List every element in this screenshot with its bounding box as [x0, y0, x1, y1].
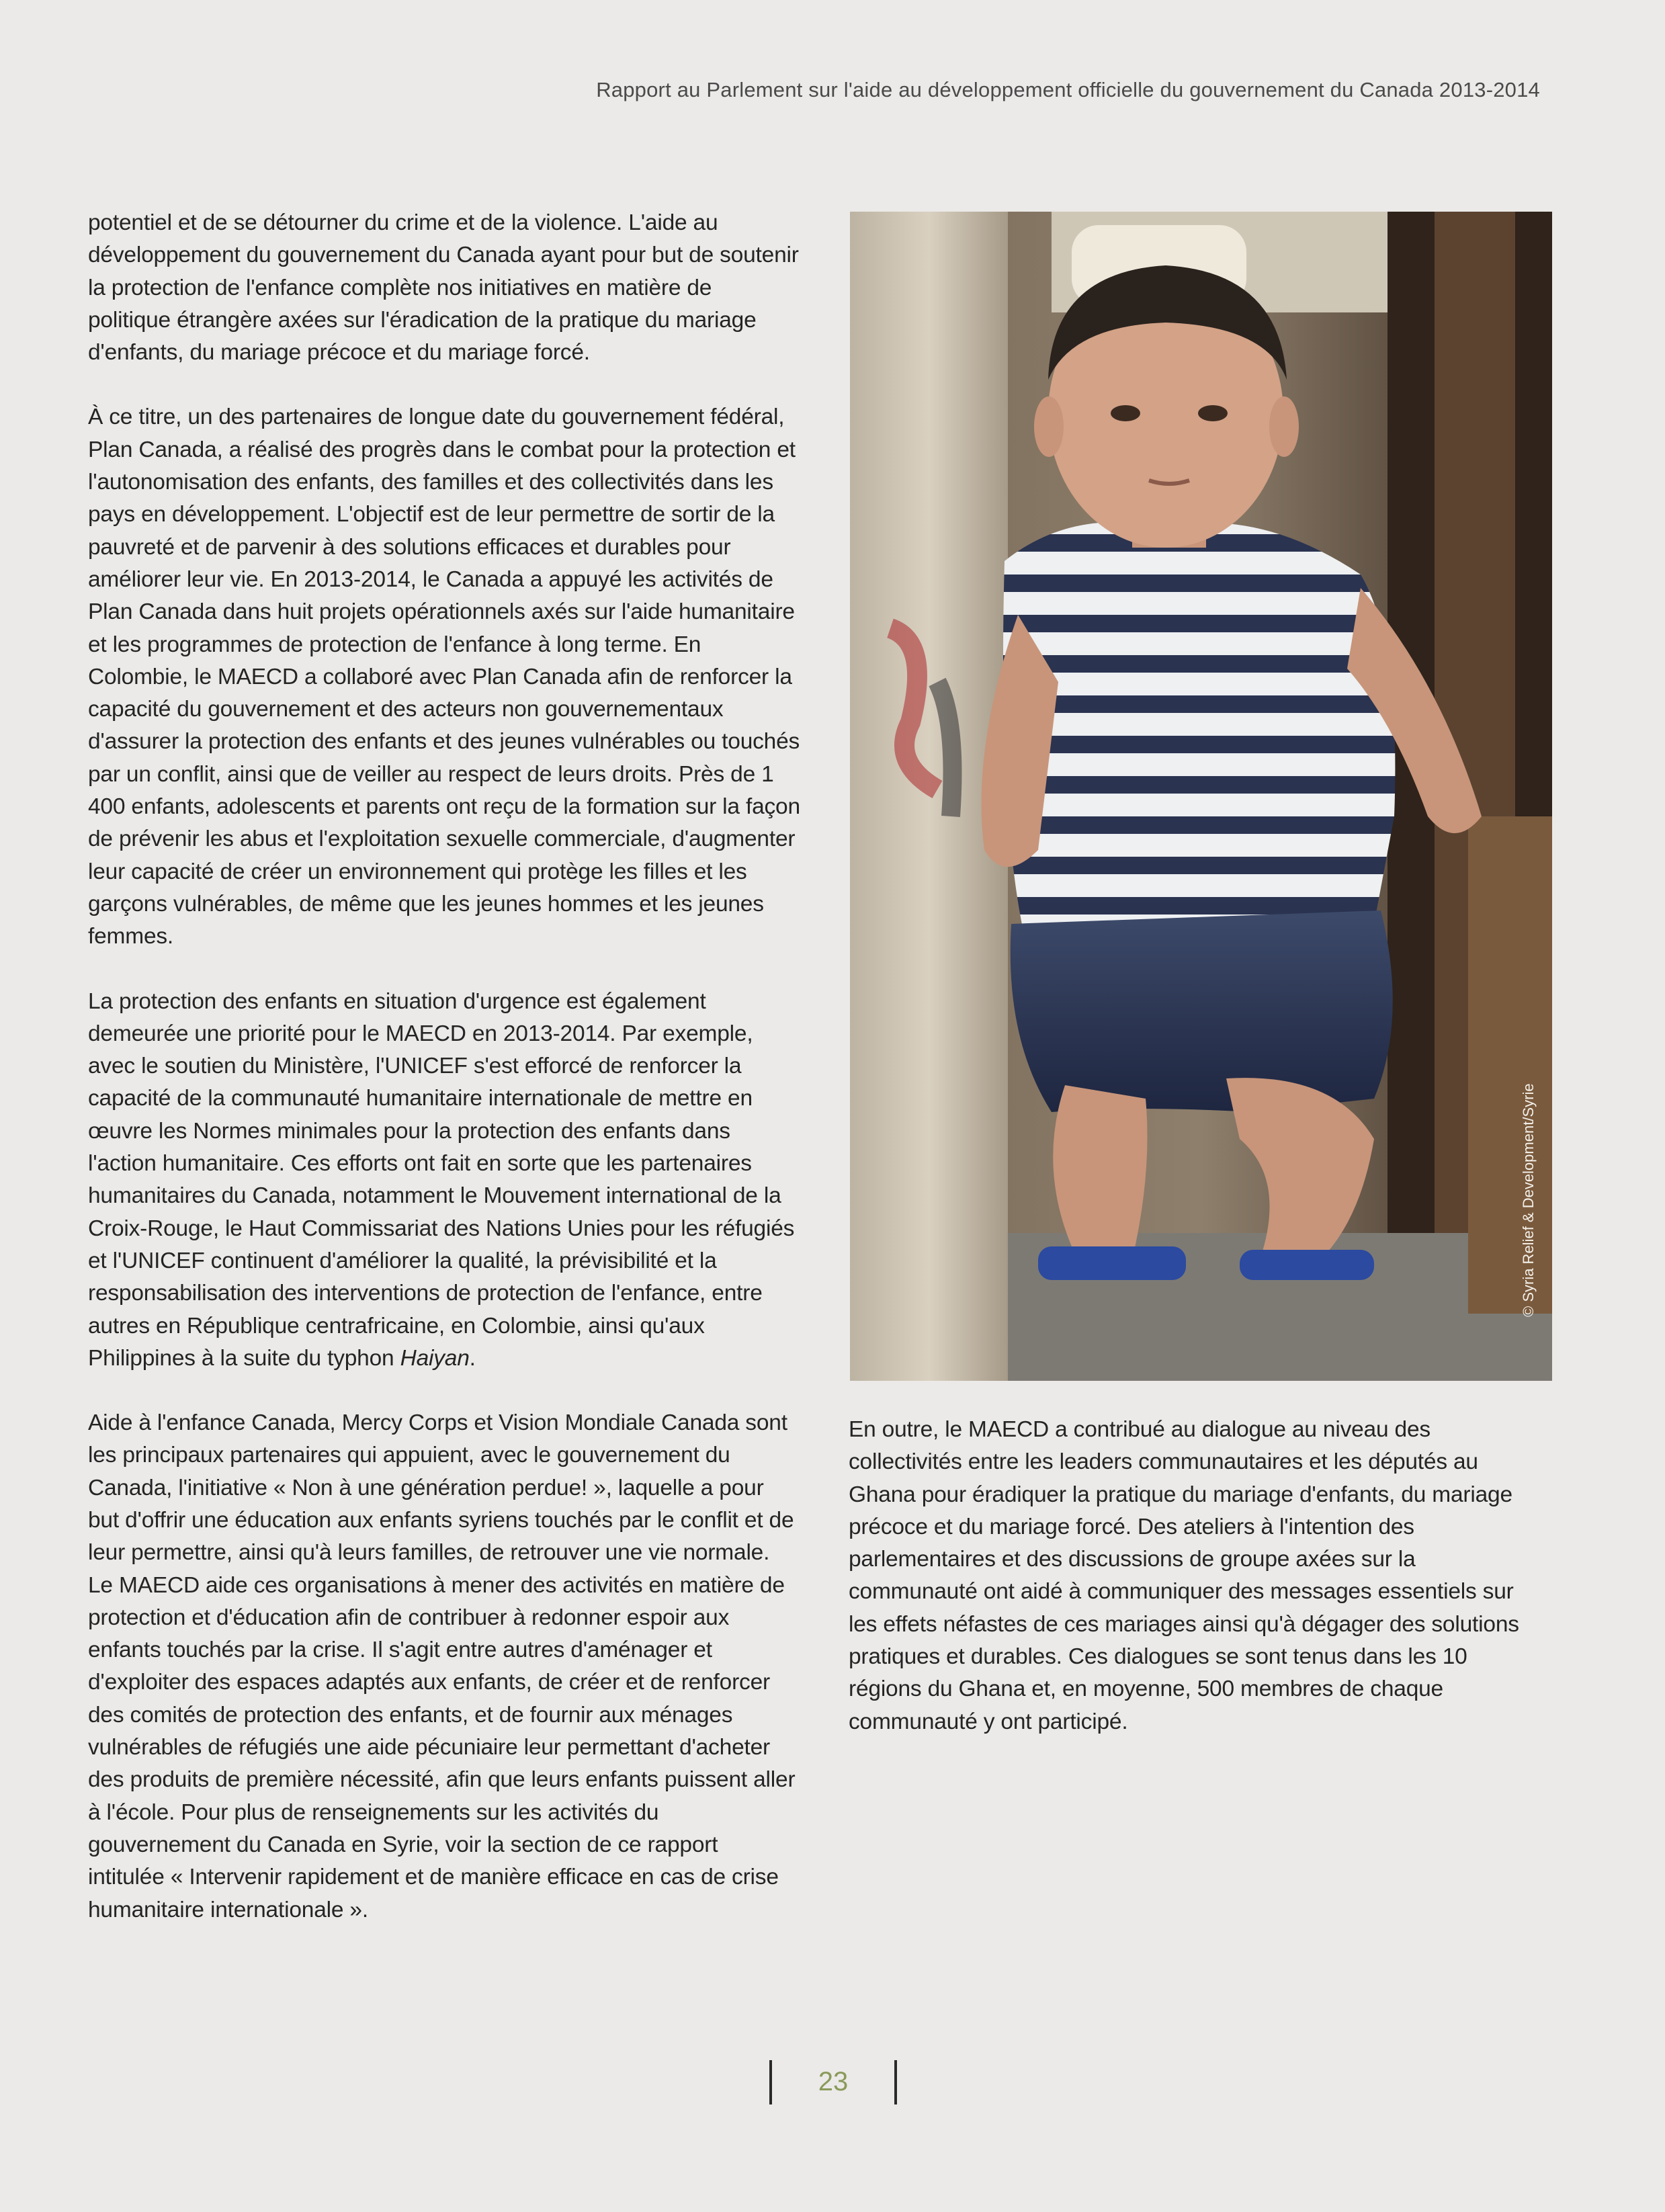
page-number-right-bar	[894, 2060, 897, 2104]
running-header: Rapport au Parlement sur l'aide au développement officielle du gouvernement du Canada 2013-2014	[596, 78, 1540, 101]
page-number-block	[769, 2060, 897, 2107]
photo-credit: © Syria Relief & Development/Syrie	[1520, 1083, 1537, 1317]
paragraph-4: Aide à l'enfance Canada, Mercy Corps et Vision Mondiale Canada sont les principaux partenaires qui appuient, avec le gouvernement du Canada, l'initiative « Non à une génération perdue! », laquelle a pour but d'offrir une éducation aux enfants syriens touchés par le conflit et de leur permettre, ainsi qu'à leurs familles, de retrouver une vie normale. Le MAECD aide ces organisations à mener des activités en matière de protection et d'éducation afin de contribuer à redonner espoir aux enfants touchés par la crise. Il s'agit entre autres d'aménager et d'exploiter des espaces adaptés aux enfants, de créer et de renforcer des comités de protection des enfants, et de fournir aux ménages vulnérables de réfugiés une aide pécuniaire leur permettant d'acheter des produits de première nécessité, afin que leurs enfants puissent aller à l'école. Pour plus de renseignements sur les activités du gouvernement du Canada en Syrie, voir la section de ce rapport intitulée « Intervenir rapidement et de manière efficace en cas de crise humanitaire internationale ».	[88, 1410, 796, 1922]
paragraph-3	[88, 986, 800, 1375]
left-text-column	[88, 207, 800, 1959]
paragraph-1: potentiel et de se détourner du crime et de la violence. L'aide au développement du gouvernement du Canada ayant pour but de soutenir la protection de l'enfance complète nos initiatives en matière de politique étrangère axées sur l'éradication de la pratique du mariage d'enfants, du mariage précoce et du mariage forcé.	[88, 210, 799, 366]
paragraph-3-text: La protection des enfants en situation d'urgence est également demeurée une priorité pour le MAECD en 2013-2014. Par exemple, avec le soutien du Ministère, l'UNICEF s'est efforcé de renforcer la capacité de la communauté humanitaire internationale de mettre en œuvre les Normes minimales pour la protection des enfants dans l'action humanitaire. Ces efforts ont fait en sorte que les partenaires humanitaires du Canada, notamment le Mouvement international de la Croix-Rouge, le Haut Commissariat des Nations Unies pour les réfugiés et l'UNICEF continuent d'améliorer la qualité, la prévisibilité et la responsabilisation des interventions de protection de l'enfance, entre autres en République centrafricaine, en Colombie, ainsi qu'aux Philippines à la suite du typhon	[88, 988, 795, 1371]
photo-illustration	[850, 212, 1552, 1381]
paragraph-2: À ce titre, un des partenaires de longue date du gouvernement fédéral, Plan Canada, a réalisé des progrès dans le combat pour la protection et l'autonomisation des enfants, des familles et des collectivités dans les pays en développement. L'objectif est de leur permettre de sortir de la pauvreté et de parvenir à des solutions efficaces et durables pour améliorer leur vie. En 2013-2014, le Canada a appuyé les activités de Plan Canada dans huit projets opérationnels axés sur l'aide humanitaire et les programmes de protection de l'enfance à long terme. En Colombie, le MAECD a collaboré avec Plan Canada afin de renforcer la capacité du gouvernement et des acteurs non gouvernementaux d'assurer la protection des enfants et des jeunes vulnérables ou touchés par un conflit, ainsi que de veiller au respect de leurs droits. Près de 1 400 enfants, adolescents et parents ont reçu de la formation sur la façon de prévenir les abus et l'exploitation sexuelle commerciale, d'augmenter leur capacité de créer un environnement qui protège les filles et les garçons vulnérables, de même que les jeunes hommes et les jeunes femmes.	[88, 405, 800, 949]
boy-photo	[850, 212, 1552, 1381]
right-text-column	[849, 1414, 1534, 1771]
typhoon-name: Haiyan	[400, 1345, 470, 1371]
paragraph-3-end: .	[469, 1345, 476, 1371]
page-number: 23	[818, 2067, 849, 2096]
right-paragraph: En outre, le MAECD a contribué au dialogue au niveau des collectivités entre les leaders communautaires et les députés au Ghana pour éradiquer la pratique du mariage d'enfants, du mariage précoce et du mariage forcé. Des ateliers à l'intention des parlementaires et des discussions de groupe axées sur la communauté ont aidé à communiquer des messages essentiels sur les effets néfastes de ces mariages ainsi qu'à dégager des solutions pratiques et durables. Ces dialogues se sont tenus dans les 10 régions du Ghana et, en moyenne, 500 membres de chaque communauté y ont participé.	[849, 1417, 1519, 1734]
